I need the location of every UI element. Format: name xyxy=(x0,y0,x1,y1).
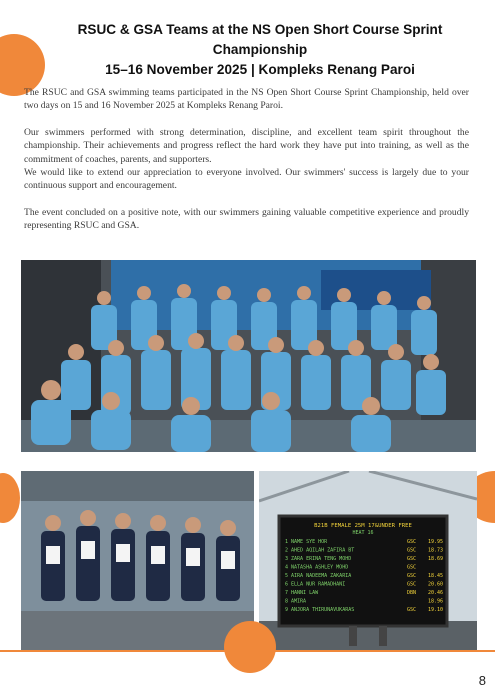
scoreboard-row-time: 19.10 xyxy=(427,607,443,613)
title-line-2: 15–16 November 2025 | Kompleks Renang Paroi xyxy=(105,62,415,77)
scoreboard-photo xyxy=(259,471,477,650)
title-line-1: RSUC & GSA Teams at the NS Open Short Course Sprint Championship xyxy=(77,22,443,57)
award-photo-illustration xyxy=(21,471,254,650)
scoreboard-row-team: GSC xyxy=(407,539,417,545)
page-title xyxy=(30,20,490,80)
paragraph-performance: Our swimmers performed with strong determination, discipline, and excellent team spirit throughout the championship. Their achievements and progress reflect the hard work they have put into training, as well as the commitment of coaches, parents, and supporters. xyxy=(24,126,469,165)
paragraph-conclusion: The event concluded on a positive note, with our swimmers gaining valuable competitive experience and proudly representing RSUC and GSA. xyxy=(24,206,469,232)
scoreboard-row-time: 20.46 xyxy=(427,590,443,596)
scoreboard-row-name: 9 ANJORA THIRUNAVUKARAS xyxy=(285,607,355,613)
team-photo-illustration xyxy=(21,260,476,452)
article-body xyxy=(24,86,469,246)
scoreboard-row-team: GSC xyxy=(407,607,417,613)
decorative-circle-bottom xyxy=(224,621,276,673)
scoreboard-row-team: GSC xyxy=(407,564,417,571)
award-group-photo xyxy=(21,471,254,650)
scoreboard-row-team: GSC xyxy=(407,573,417,579)
scoreboard-row-name: 5 AIRA NADEEMA ZAKARIA xyxy=(285,573,352,579)
scoreboard-row-time: 18.69 xyxy=(427,556,443,562)
scoreboard-row-team: GSC xyxy=(407,547,417,554)
scoreboard-illustration xyxy=(259,471,477,650)
scoreboard-row-name: 2 AHED AQILAH ZAFIRA BT xyxy=(285,547,355,554)
paragraph-appreciation: We would like to extend our appreciation to everyone involved. Our swimmers' success is largely due to your continuous support and encouragement. xyxy=(24,167,469,192)
scoreboard-header: B21B FEMALE 25M 17&UNDER FREE xyxy=(314,523,412,529)
scoreboard-row-name: 4 NATASHA ASHLEY MOHD xyxy=(285,564,349,571)
scoreboard-row-team: GSC xyxy=(407,556,417,562)
scoreboard-row-name: 8 AMIRA xyxy=(285,598,307,605)
scoreboard-row-time: 19.95 xyxy=(427,539,443,545)
team-group-photo xyxy=(21,260,476,452)
scoreboard-row-time: 18.96 xyxy=(427,598,443,605)
scoreboard-row-time: 20.60 xyxy=(427,581,443,588)
scoreboard-row-name: 3 ZARA ERINA TENG MOHD xyxy=(285,556,352,562)
scoreboard-row-name: 7 HANNI LAW xyxy=(285,590,319,596)
paragraph-intro: The RSUC and GSA swimming teams participated in the NS Open Short Course Sprint Championship, held over two days on 15 and 16 November 2025 at Kompleks Renang Paroi. xyxy=(24,87,469,112)
scoreboard-row-time: 18.45 xyxy=(427,573,443,579)
scoreboard-row-team: DBN xyxy=(407,590,417,596)
scoreboard-row-name: 1 NAME SYE HOR xyxy=(285,539,328,545)
scoreboard-heat: HEAT 16 xyxy=(352,530,374,536)
scoreboard-row-team: GSC xyxy=(407,581,417,588)
scoreboard-row-name: 6 ELLA NUR RAMADHANI xyxy=(285,581,346,588)
page-number: 8 xyxy=(478,673,486,688)
scoreboard-row-time: 18.73 xyxy=(427,547,443,554)
decorative-circle-mid-left xyxy=(0,473,20,523)
